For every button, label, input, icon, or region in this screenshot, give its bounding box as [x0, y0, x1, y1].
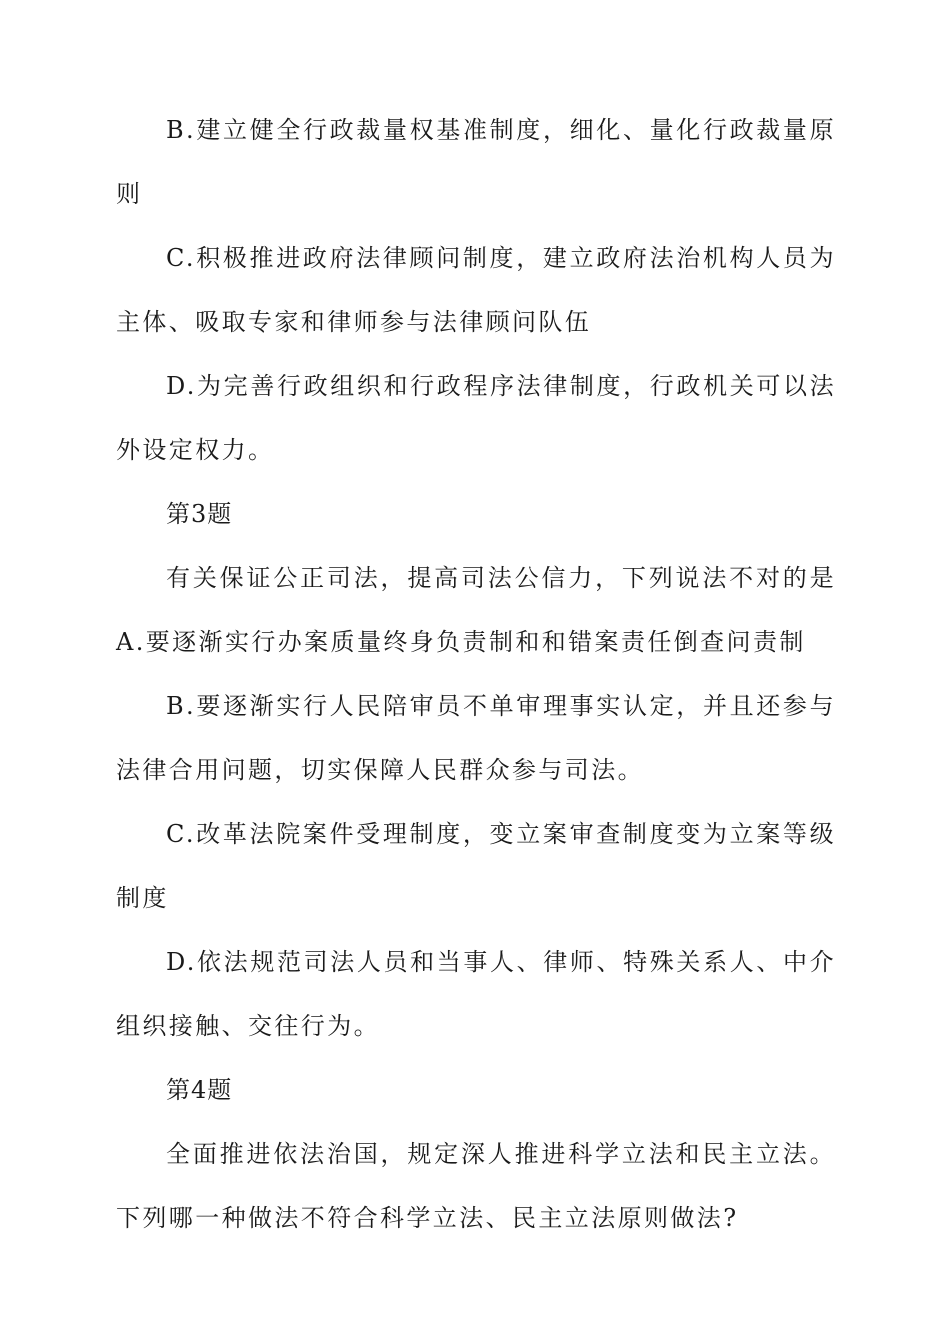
question-4-stem: 全面推进依法治国，规定深人推进科学立法和民主立法。下列哪一种做法不符合科学立法、民主立法原则做法?: [116, 1140, 836, 1232]
question-3-heading: 第3题: [166, 500, 233, 528]
question-3-stem: 有关保证公正司法，提高司法公信力，下列说法不对的是A.要逐渐实行办案质量终身负责制和和错案责任倒查问责制: [116, 564, 836, 656]
option-b-paragraph: B.建立健全行政裁量权基准制度，细化、量化行政裁量原则: [116, 116, 836, 208]
question-3-option-b: B.要逐渐实行人民陪审员不单审理事实认定，并且还参与法律合用问题，切实保障人民群众参与司法。: [116, 692, 836, 784]
option-c-paragraph: C.积极推进政府法律顾问制度，建立政府法治机构人员为主体、吸取专家和律师参与法律顾问队伍: [116, 244, 836, 336]
question-3-option-d: D.依法规范司法人员和当事人、律师、特殊关系人、中介组织接触、交往行为。: [116, 948, 836, 1040]
question-4-heading: 第4题: [166, 1076, 233, 1104]
question-3-option-c: C.改革法院案件受理制度，变立案审查制度变为立案等级制度: [116, 820, 836, 912]
document-body: [116, 98, 836, 1250]
option-d-paragraph: D.为完善行政组织和行政程序法律制度，行政机关可以法外设定权力。: [116, 372, 836, 464]
